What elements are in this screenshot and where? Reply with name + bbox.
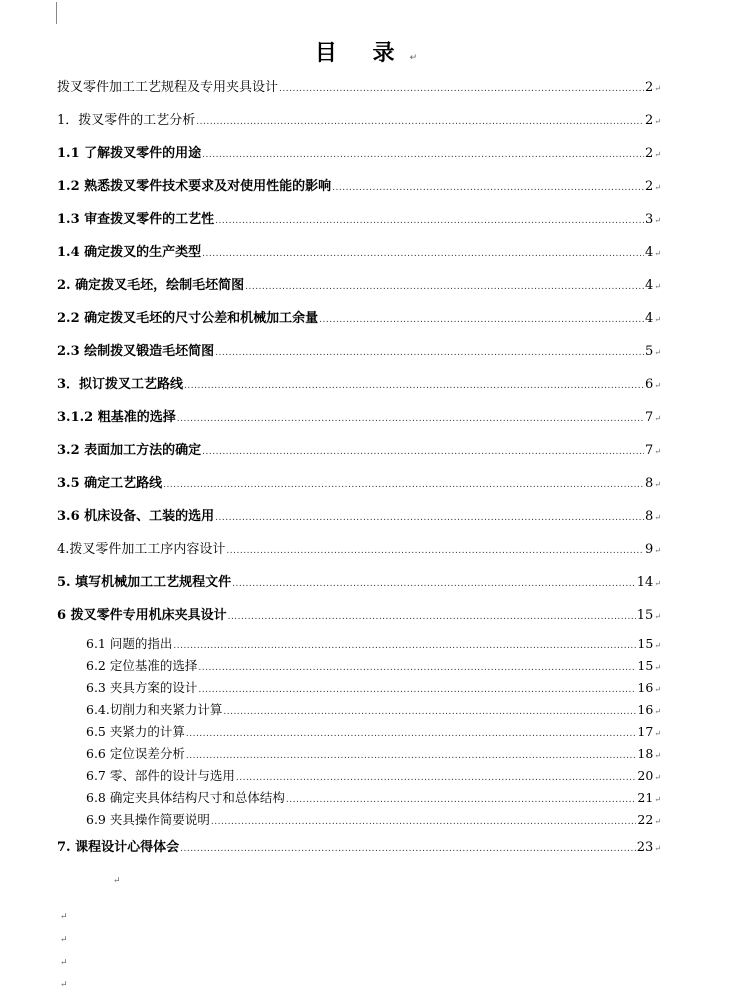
- toc-entry-label: 1.1 了解拨叉零件的用途: [57, 146, 202, 161]
- paragraph-mark-icon: ↵: [654, 795, 661, 804]
- toc-entry[interactable]: [57, 278, 661, 295]
- toc-entry-label: 6 拨叉零件专用机床夹具设计: [57, 608, 227, 623]
- toc-page-number: 14: [636, 575, 654, 590]
- toc-entry-label: 1.4 确定拨叉的生产类型: [57, 245, 202, 260]
- toc-entry-label: 6.2 定位基准的选择: [86, 658, 198, 673]
- paragraph-mark-icon: ↵: [654, 414, 661, 423]
- toc-dot-leader: [202, 147, 644, 163]
- toc-entry[interactable]: [86, 702, 661, 720]
- title-text: 目 录: [314, 41, 409, 66]
- toc-entry-label: 1.2 熟悉拨叉零件技术要求及对使用性能的影响: [57, 179, 332, 194]
- toc-dot-leader: [186, 748, 637, 764]
- toc-page-number: 4: [645, 278, 654, 293]
- paragraph-mark-icon: ↵: [654, 641, 661, 650]
- toc-entry-label: 2. 确定拨叉毛坯，绘制毛坯简图: [57, 278, 245, 293]
- paragraph-mark-icon: ↵: [654, 480, 661, 489]
- paragraph-mark-icon: ↵: [654, 707, 661, 716]
- paragraph-mark-icon: ↵: [654, 150, 661, 159]
- toc-entry-label: 拨叉零件加工工艺规程及专用夹具设计: [57, 80, 279, 95]
- page-title: [0, 36, 732, 67]
- toc-dot-leader: [215, 213, 644, 229]
- toc-page-number: 2: [645, 113, 654, 128]
- toc-page-number: 4: [645, 245, 654, 260]
- toc-entry-label: 6.3 夹具方案的设计: [86, 680, 198, 695]
- toc-page-number: 15: [637, 636, 654, 651]
- toc-dot-leader: [215, 345, 644, 361]
- toc-entry-label: 1.3 审查拨叉零件的工艺性: [57, 212, 215, 227]
- toc-dot-leader: [228, 609, 636, 625]
- toc-entry-label: 6.8 确定夹具体结构尺寸和总体结构: [86, 790, 285, 805]
- toc-dot-leader: [184, 378, 644, 394]
- paragraph-mark-icon: ↵: [60, 935, 68, 945]
- paragraph-mark-icon: ↵: [654, 546, 661, 555]
- toc-page-number: 16: [637, 702, 654, 717]
- toc-entry[interactable]: [86, 790, 661, 808]
- toc-entry-label: 3.1.2 粗基准的选择: [57, 410, 176, 425]
- paragraph-mark-icon: ↵: [113, 876, 121, 886]
- toc-entry[interactable]: [57, 608, 661, 625]
- paragraph-mark-icon: ↵: [654, 183, 661, 192]
- toc-page-number: 8: [645, 509, 654, 524]
- toc-entry-label: 4.拨叉零件加工工序内容设计: [57, 542, 226, 557]
- toc-dot-leader: [163, 477, 644, 493]
- toc-entry-label: 3.5 确定工艺路线: [57, 476, 163, 491]
- toc-dot-leader: [319, 312, 644, 328]
- toc-page-number: 20: [637, 768, 654, 783]
- paragraph-mark-icon: ↵: [654, 117, 661, 126]
- toc-entry-label: 2.3 绘制拨叉锻造毛坯简图: [57, 344, 215, 359]
- paragraph-mark-icon: ↵: [654, 844, 661, 853]
- toc-entry[interactable]: [86, 724, 661, 742]
- toc-entry-label: 5. 填写机械加工工艺规程文件: [57, 575, 232, 590]
- toc-entry-label: 6.4.切削力和夹紧力计算: [86, 702, 223, 717]
- toc-entry-label: 6.6 定位误差分析: [86, 746, 185, 761]
- toc-dot-leader: [226, 543, 644, 559]
- toc-entry-label: 3.6 机床设备、工装的选用: [57, 509, 215, 524]
- toc-page-number: 7: [645, 410, 654, 425]
- toc-entry[interactable]: [57, 80, 661, 97]
- paragraph-mark-icon: ↵: [654, 249, 661, 258]
- toc-page-number: 4: [645, 311, 654, 326]
- toc-entry[interactable]: [57, 542, 661, 559]
- toc-dot-leader: [223, 704, 636, 720]
- toc-entry[interactable]: [57, 344, 661, 361]
- toc-entry[interactable]: [57, 840, 661, 857]
- toc-dot-leader: [279, 81, 644, 97]
- toc-page-number: 2: [645, 80, 654, 95]
- toc-page-number: 15: [636, 608, 654, 623]
- paragraph-mark-icon: ↵: [654, 348, 661, 357]
- toc-entry[interactable]: [57, 443, 661, 460]
- toc-dot-leader: [245, 279, 644, 295]
- toc-entry[interactable]: [57, 410, 661, 427]
- toc-entry[interactable]: [57, 377, 661, 394]
- paragraph-mark-icon: ↵: [60, 912, 68, 922]
- toc-dot-leader: [180, 841, 636, 857]
- toc-entry[interactable]: [57, 113, 661, 130]
- toc-entry[interactable]: [57, 146, 661, 163]
- toc-dot-leader: [173, 638, 636, 654]
- toc-page-number: 22: [637, 812, 654, 827]
- toc-entry-label: 7. 课程设计心得体会: [57, 840, 180, 855]
- toc-entry-label: 1．拨叉零件的工艺分析: [57, 113, 196, 128]
- paragraph-mark-icon: ↵: [60, 980, 68, 990]
- paragraph-mark-icon: ↵: [60, 958, 68, 968]
- paragraph-mark-icon: ↵: [654, 685, 661, 694]
- toc-page-number: 18: [637, 746, 654, 761]
- toc-entry[interactable]: [57, 245, 661, 262]
- toc-dot-leader: [236, 770, 637, 786]
- toc-dot-leader: [232, 576, 636, 592]
- toc-entry[interactable]: [57, 476, 661, 493]
- paragraph-mark-icon: ↵: [654, 663, 661, 672]
- paragraph-mark-icon: ↵: [654, 751, 661, 760]
- toc-entry-label: 6.7 零、部件的设计与选用: [86, 768, 235, 783]
- toc-entry-label: 6.9 夹具操作简要说明: [86, 812, 210, 827]
- toc-dot-leader: [198, 682, 636, 698]
- toc-dot-leader: [196, 114, 644, 130]
- toc-entry[interactable]: [57, 212, 661, 229]
- paragraph-mark-icon: ↵: [654, 579, 661, 588]
- toc-page-number: 16: [637, 680, 654, 695]
- paragraph-mark-icon: ↵: [654, 216, 661, 225]
- toc-page-number: 23: [636, 840, 654, 855]
- toc-page-number: 21: [637, 790, 654, 805]
- paragraph-mark-icon: ↵: [654, 513, 661, 522]
- toc-dot-leader: [215, 510, 644, 526]
- toc-page-number: 8: [645, 476, 654, 491]
- toc-entry-label: 3．拟订拨叉工艺路线: [57, 377, 184, 392]
- toc-entry[interactable]: [86, 812, 661, 830]
- page-margin-marker: [56, 2, 57, 24]
- toc-entry-label: 6.1 问题的指出: [86, 636, 173, 651]
- toc-entry-label: 3.2 表面加工方法的确定: [57, 443, 202, 458]
- toc-dot-leader: [202, 444, 644, 460]
- toc-page-number: 17: [637, 724, 654, 739]
- toc-dot-leader: [177, 411, 644, 427]
- toc-entry[interactable]: [57, 179, 661, 196]
- toc-entry[interactable]: [86, 768, 661, 786]
- toc-page-number: 6: [645, 377, 654, 392]
- paragraph-mark-icon: ↵: [654, 381, 661, 390]
- paragraph-mark-icon: ↵: [654, 447, 661, 456]
- paragraph-mark-icon: ↵: [654, 773, 661, 782]
- paragraph-mark-icon: ↵: [654, 84, 661, 93]
- toc-page-number: 7: [645, 443, 654, 458]
- toc-page-number: 15: [637, 658, 654, 673]
- toc-page-number: 3: [645, 212, 654, 227]
- toc-entry[interactable]: [57, 311, 661, 328]
- toc-dot-leader: [332, 180, 644, 196]
- toc-entry[interactable]: [86, 658, 661, 676]
- paragraph-mark-icon: ↵: [654, 315, 661, 324]
- toc-page-number: 2: [645, 146, 654, 161]
- toc-entry[interactable]: [57, 509, 661, 526]
- toc-dot-leader: [286, 792, 637, 808]
- toc-entry[interactable]: [57, 575, 661, 592]
- toc-entry-label: 6.5 夹紧力的计算: [86, 724, 185, 739]
- toc-entry[interactable]: [86, 680, 661, 698]
- paragraph-mark-icon: ↵: [654, 729, 661, 738]
- paragraph-mark-icon: ↵: [654, 282, 661, 291]
- toc-page-number: 2: [645, 179, 654, 194]
- paragraph-mark-icon: ↵: [654, 612, 661, 621]
- toc-page-number: 9: [645, 542, 654, 557]
- toc-page-number: 5: [645, 344, 654, 359]
- toc-dot-leader: [186, 726, 637, 742]
- toc-dot-leader: [202, 246, 644, 262]
- toc-entry[interactable]: [86, 746, 661, 764]
- paragraph-mark-icon: ↵: [654, 817, 661, 826]
- toc-entry[interactable]: [86, 636, 661, 654]
- toc-dot-leader: [211, 814, 637, 830]
- toc-entry-label: 2.2 确定拨叉毛坯的尺寸公差和机械加工余量: [57, 311, 319, 326]
- paragraph-mark-icon: ↵: [409, 53, 418, 63]
- toc-dot-leader: [198, 660, 636, 676]
